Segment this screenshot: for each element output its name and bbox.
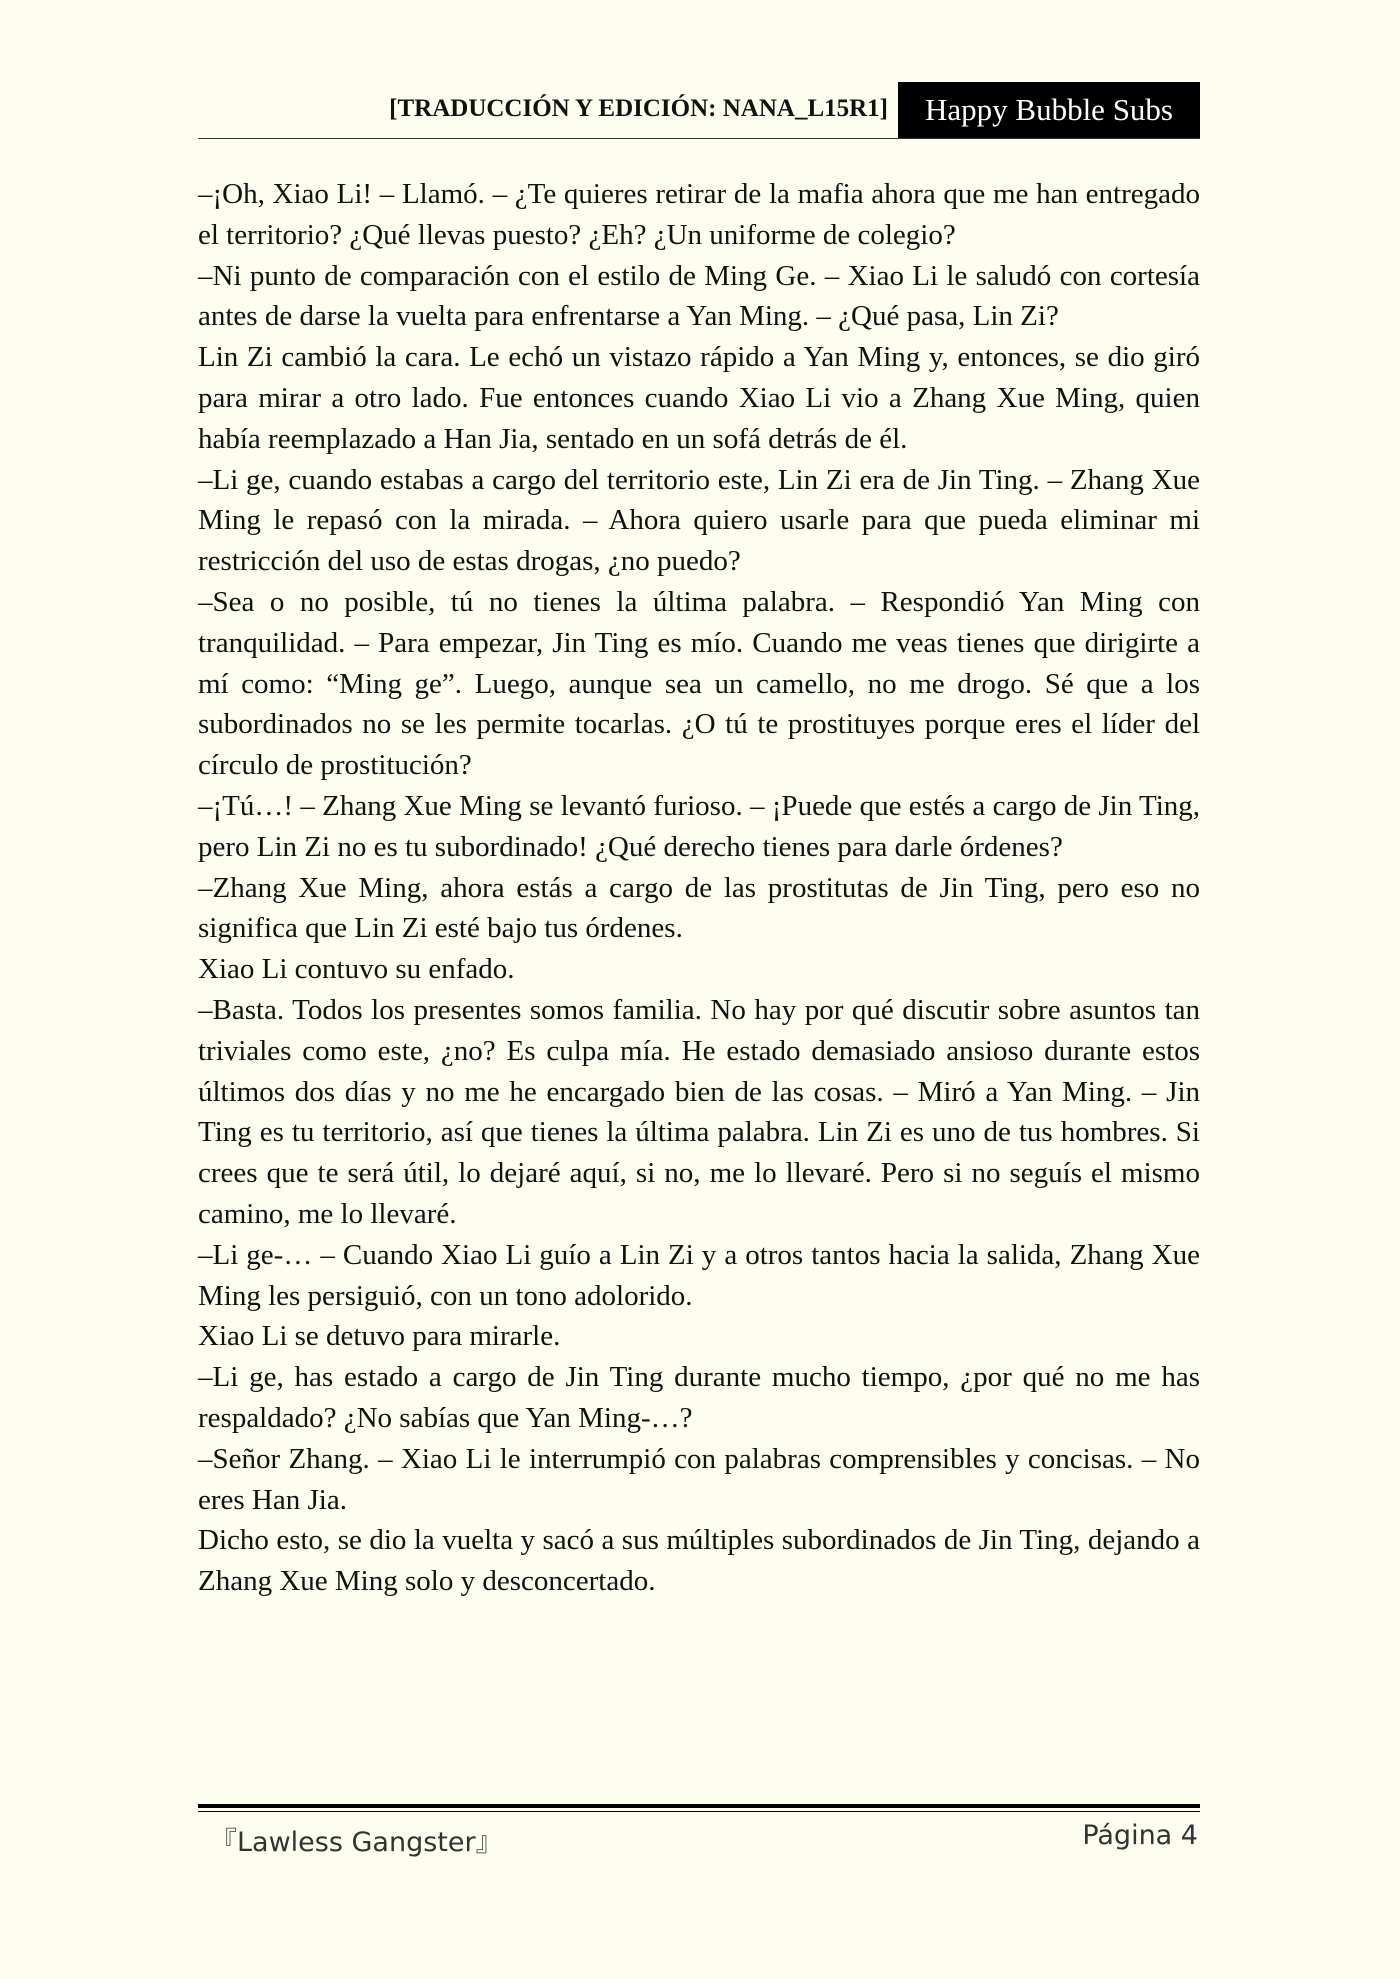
group-brand-label: Happy Bubble Subs — [898, 82, 1200, 138]
paragraph: Dicho esto, se dio la vuelta y sacó a sus múltiples subordinados de Jin Ting, dejando a Zhang Xue Ming solo y desconcertado. — [198, 1524, 1200, 1598]
paragraph: –Zhang Xue Ming, ahora estás a cargo de las prostitutas de Jin Ting, pero eso no significa que Lin Zi esté bajo tus órdenes. — [198, 871, 1200, 945]
paragraph: –Li ge, cuando estabas a cargo del territorio este, Lin Zi era de Jin Ting. – Zhang Xue Ming le repasó con la mirada. – Ahora quiero usarle para que pueda eliminar mi restricción del uso de estas drogas, ¿no puedo? — [198, 463, 1200, 578]
paragraph: Xiao Li se detuvo para mirarle. — [198, 1320, 561, 1353]
paragraph: –¡Oh, Xiao Li! – Llamó. – ¿Te quieres retirar de la mafia ahora que me han entregado el territorio? ¿Qué llevas puesto? ¿Eh? ¿Un uniforme de colegio? — [198, 178, 1200, 251]
paragraph: –Li ge-… – Cuando Xiao Li guío a Lin Zi y a otros tantos hacia la salida, Zhang Xue Ming les persiguió, con un tono adolorido. — [198, 1238, 1200, 1312]
paragraph: –Ni punto de comparación con el estilo de Ming Ge. – Xiao Li le saludó con cortesía antes de darse la vuelta para enfrentarse a Yan Ming. – ¿Qué pasa, Lin Zi? — [198, 259, 1200, 333]
paragraph: –Señor Zhang. – Xiao Li le interrumpió con palabras comprensibles y concisas. – No eres Han Jia. — [198, 1442, 1200, 1516]
paragraph: Lin Zi cambió la cara. Le echó un vistazo rápido a Yan Ming y, entonces, se dio giró para mirar a otro lado. Fue entonces cuando Xiao Li vio a Zhang Xue Ming, quien había reemplazado a Han Jia, sentado en un sofá detrás de él. — [198, 341, 1200, 455]
page-number: Página 4 — [1082, 1820, 1198, 1851]
paragraph: –Li ge, has estado a cargo de Jin Ting durante mucho tiempo, ¿por qué no me has respaldado? ¿No sabías que Yan Ming-…? — [198, 1361, 1200, 1434]
body-text — [198, 174, 1200, 1602]
page-header — [198, 82, 1200, 139]
paragraph: Xiao Li contuvo su enfado. — [198, 953, 515, 986]
paragraph: –¡Tú…! – Zhang Xue Ming se levantó furioso. – ¡Puede que estés a cargo de Jin Ting, pero Lin Zi no es tu subordinado! ¿Qué derecho tienes para darle órdenes? — [198, 789, 1200, 863]
paragraph: –Basta. Todos los presentes somos familia. No hay por qué discutir sobre asuntos tan triviales como este, ¿no? Es culpa mía. He estado demasiado ansioso durante estos últimos dos días y no me he encargado bien de las cosas. – Miró a Yan Ming. – Jin Ting es tu territorio, así que tienes la última palabra. Lin Zi es uno de tus hombres. Si crees que te será útil, lo dejaré aquí, si no, me lo llevaré. Pero si no seguís el mismo camino, me lo llevaré. — [198, 993, 1200, 1230]
book-title: 『Lawless Gangster』 — [210, 1827, 503, 1858]
footer-divider — [198, 1804, 1200, 1808]
paragraph: –Sea o no posible, tú no tienes la última palabra. – Respondió Yan Ming con tranquilidad. – Para empezar, Jin Ting es mío. Cuando me veas tienes que dirigirte a mí como: “Ming ge”. Luego, aunque sea un camello, no me drogo. Sé que a los subordinados no se les permite tocarlas. ¿O tú te prostituyes porque eres el líder del círculo de prostitución? — [198, 585, 1200, 782]
translation-credit: [TRADUCCIÓN Y EDICIÓN: NANA_L15R1] — [389, 95, 888, 122]
